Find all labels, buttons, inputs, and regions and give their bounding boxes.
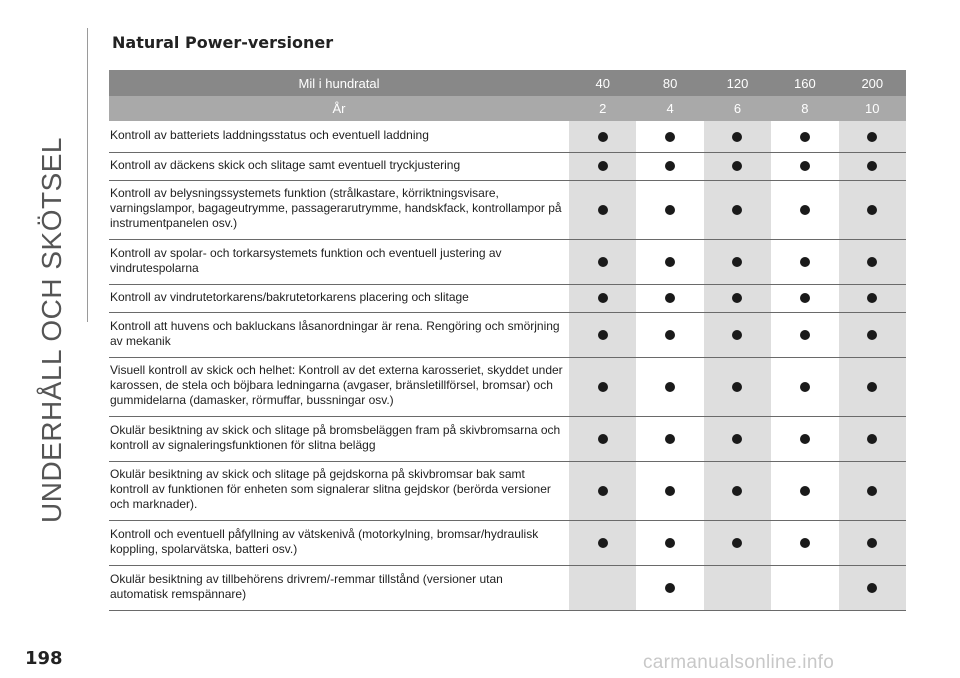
interval-cell [569, 357, 636, 416]
interval-cell [704, 180, 771, 239]
check-dot-icon [665, 161, 675, 171]
header-distance-value: 160 [771, 70, 838, 96]
table-row [109, 520, 906, 565]
interval-cell [569, 152, 636, 180]
interval-cell [569, 284, 636, 312]
check-dot-icon [867, 257, 877, 267]
interval-cell [771, 284, 838, 312]
interval-cell [636, 284, 703, 312]
check-dot-icon [598, 132, 608, 142]
check-dot-icon [867, 382, 877, 392]
interval-cell [704, 565, 771, 610]
interval-cell [839, 520, 906, 565]
sidebar-title: UNDERHÅLL OCH SKÖTSEL [36, 137, 67, 523]
check-dot-icon [867, 205, 877, 215]
task-description: Visuell kontroll av skick och helhet: Kontroll av det externa karosseriet, skyddet under karossen, de stela och böjbara ledningarna (avgaser, bränsletillförsel, bromsar) och gummidelarna (damasker, rörmuffar, bussningar osv.) [109, 357, 569, 416]
check-dot-icon [867, 293, 877, 303]
interval-cell [636, 461, 703, 520]
table-body [109, 121, 906, 610]
interval-cell [704, 416, 771, 461]
interval-cell [636, 357, 703, 416]
table-row [109, 461, 906, 520]
interval-cell [636, 565, 703, 610]
check-dot-icon [665, 257, 675, 267]
check-dot-icon [732, 330, 742, 340]
table-row [109, 416, 906, 461]
task-description: Kontroll av vindrutetorkarens/bakrutetorkarens placering och slitage [109, 284, 569, 312]
check-dot-icon [800, 132, 810, 142]
interval-cell [636, 416, 703, 461]
check-dot-icon [665, 538, 675, 548]
header-distance-value: 200 [839, 70, 906, 96]
interval-cell [839, 312, 906, 357]
interval-cell [569, 121, 636, 152]
interval-cell [704, 312, 771, 357]
interval-cell [636, 152, 703, 180]
table-row [109, 121, 906, 152]
interval-cell [771, 180, 838, 239]
check-dot-icon [800, 434, 810, 444]
interval-cell [771, 152, 838, 180]
interval-cell [771, 312, 838, 357]
interval-cell [771, 520, 838, 565]
interval-cell [704, 239, 771, 284]
check-dot-icon [732, 132, 742, 142]
task-description: Kontroll av spolar- och torkarsystemets funktion och eventuell justering av vindrutespolarna [109, 239, 569, 284]
check-dot-icon [800, 382, 810, 392]
check-dot-icon [598, 257, 608, 267]
header-row-distance [109, 70, 906, 96]
check-dot-icon [867, 434, 877, 444]
check-dot-icon [732, 382, 742, 392]
check-dot-icon [867, 583, 877, 593]
interval-cell [704, 461, 771, 520]
maintenance-table-container [109, 70, 906, 611]
interval-cell [569, 520, 636, 565]
check-dot-icon [665, 330, 675, 340]
check-dot-icon [732, 205, 742, 215]
check-dot-icon [598, 161, 608, 171]
interval-cell [636, 520, 703, 565]
task-description: Okulär besiktning av skick och slitage på bromsbeläggen fram på skivbromsarna och kontroll av signaleringsfunktionen för slitna belägg [109, 416, 569, 461]
table-row [109, 312, 906, 357]
header-distance-value: 80 [636, 70, 703, 96]
check-dot-icon [598, 538, 608, 548]
interval-cell [771, 416, 838, 461]
maintenance-table [109, 70, 906, 611]
interval-cell [771, 461, 838, 520]
task-description: Kontroll och eventuell påfyllning av vätskenivå (motorkylning, bromsar/hydraulisk koppling, spolarvätska, batteri osv.) [109, 520, 569, 565]
interval-cell [839, 461, 906, 520]
table-row [109, 239, 906, 284]
interval-cell [771, 121, 838, 152]
check-dot-icon [867, 538, 877, 548]
check-dot-icon [665, 583, 675, 593]
interval-cell [839, 565, 906, 610]
table-row [109, 565, 906, 610]
header-distance-value: 120 [704, 70, 771, 96]
table-row [109, 152, 906, 180]
check-dot-icon [665, 486, 675, 496]
interval-cell [569, 416, 636, 461]
check-dot-icon [598, 434, 608, 444]
interval-cell [839, 284, 906, 312]
interval-cell [771, 565, 838, 610]
section-title: Natural Power-versioner [112, 33, 334, 52]
header-distance-label: Mil i hundratal [109, 70, 569, 96]
check-dot-icon [665, 434, 675, 444]
task-description: Kontroll av batteriets laddningsstatus och eventuell laddning [109, 121, 569, 152]
header-years-value: 8 [771, 96, 838, 121]
check-dot-icon [800, 205, 810, 215]
header-years-value: 10 [839, 96, 906, 121]
check-dot-icon [598, 382, 608, 392]
interval-cell [569, 461, 636, 520]
interval-cell [636, 180, 703, 239]
table-row [109, 284, 906, 312]
interval-cell [636, 121, 703, 152]
header-distance-value: 40 [569, 70, 636, 96]
check-dot-icon [732, 161, 742, 171]
interval-cell [771, 357, 838, 416]
check-dot-icon [732, 486, 742, 496]
interval-cell [704, 121, 771, 152]
check-dot-icon [867, 486, 877, 496]
task-description: Okulär besiktning av skick och slitage på gejdskorna på skivbromsar bak samt kontroll av funktionen för enheten som signalerar slitna gejdskor (berörda versioner och marknader). [109, 461, 569, 520]
header-row-years [109, 96, 906, 121]
interval-cell [569, 180, 636, 239]
check-dot-icon [867, 132, 877, 142]
check-dot-icon [732, 434, 742, 444]
table-row [109, 180, 906, 239]
watermark: carmanualsonline.info [643, 652, 835, 673]
interval-cell [839, 180, 906, 239]
interval-cell [636, 239, 703, 284]
check-dot-icon [800, 161, 810, 171]
check-dot-icon [665, 205, 675, 215]
interval-cell [704, 284, 771, 312]
check-dot-icon [732, 293, 742, 303]
task-description: Kontroll att huvens och bakluckans låsanordningar är rena. Rengöring och smörjning av mekanik [109, 312, 569, 357]
interval-cell [569, 565, 636, 610]
table-row [109, 357, 906, 416]
interval-cell [839, 152, 906, 180]
check-dot-icon [800, 538, 810, 548]
check-dot-icon [867, 330, 877, 340]
check-dot-icon [598, 330, 608, 340]
check-dot-icon [598, 486, 608, 496]
interval-cell [839, 239, 906, 284]
header-years-value: 4 [636, 96, 703, 121]
header-years-value: 2 [569, 96, 636, 121]
task-description: Kontroll av däckens skick och slitage samt eventuell tryckjustering [109, 152, 569, 180]
interval-cell [704, 152, 771, 180]
page-number: 198 [25, 648, 63, 669]
interval-cell [771, 239, 838, 284]
check-dot-icon [732, 538, 742, 548]
interval-cell [839, 357, 906, 416]
check-dot-icon [665, 132, 675, 142]
check-dot-icon [800, 293, 810, 303]
interval-cell [704, 520, 771, 565]
check-dot-icon [800, 257, 810, 267]
check-dot-icon [665, 382, 675, 392]
check-dot-icon [800, 330, 810, 340]
check-dot-icon [867, 161, 877, 171]
header-years-value: 6 [704, 96, 771, 121]
interval-cell [704, 357, 771, 416]
interval-cell [569, 312, 636, 357]
interval-cell [636, 312, 703, 357]
interval-cell [839, 121, 906, 152]
task-description: Okulär besiktning av tillbehörens drivrem/-remmar tillstånd (versioner utan automatisk remspännare) [109, 565, 569, 610]
check-dot-icon [598, 205, 608, 215]
check-dot-icon [665, 293, 675, 303]
interval-cell [569, 239, 636, 284]
check-dot-icon [598, 293, 608, 303]
task-description: Kontroll av belysningssystemets funktion (strålkastare, körriktningsvisare, varningslampor, bagageutrymme, passagerarutrymme, handskfack, kontrollampor på instrumentpanelen osv.) [109, 180, 569, 239]
check-dot-icon [800, 486, 810, 496]
interval-cell [839, 416, 906, 461]
check-dot-icon [732, 257, 742, 267]
header-years-label: År [109, 96, 569, 121]
sidebar-rule [87, 28, 88, 322]
